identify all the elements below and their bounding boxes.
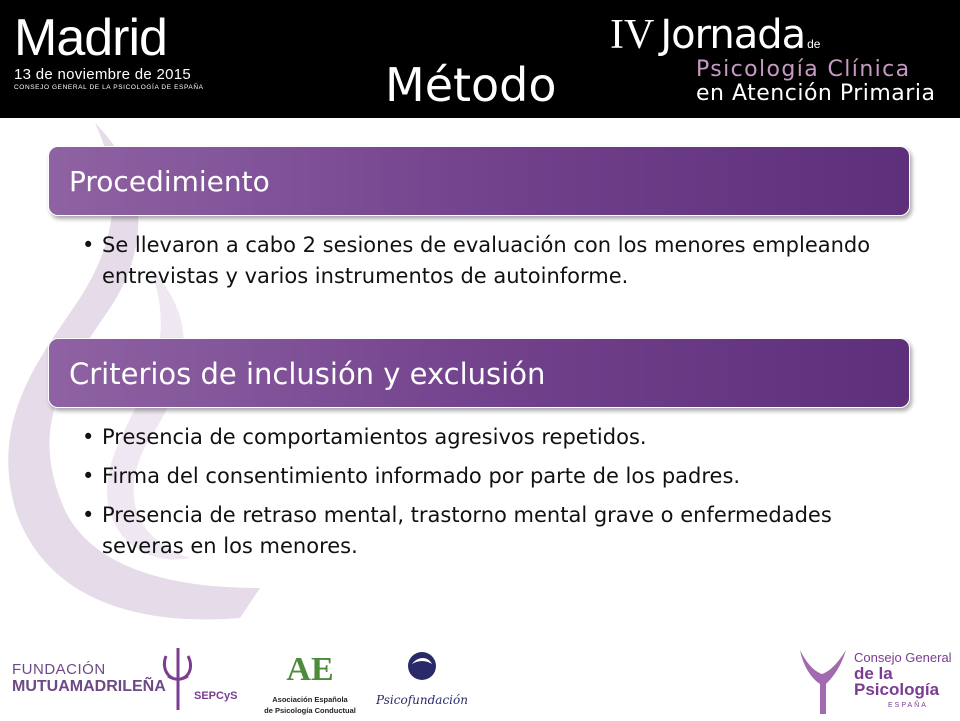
event-organizer: CONSEJO GENERAL DE LA PSICOLOGÍA DE ESPAÑA	[14, 84, 204, 91]
jornada-word: Jornada	[660, 12, 806, 58]
list-item: • Presencia de comportamientos agresivos repetidos.	[80, 422, 890, 453]
consejo-general-logo-icon	[794, 644, 852, 716]
jornada-numeral: IV	[610, 12, 655, 58]
section-title: Procedimiento	[69, 165, 270, 198]
fundacion-mutua-logo	[12, 662, 166, 696]
fundacion-line1: FUNDACIÓN	[12, 661, 106, 678]
list-item: • Presencia de retraso mental, trastorno mental grave o enfermedades severas en los menores.	[80, 500, 890, 562]
aepc-logo	[262, 648, 358, 715]
aepc-line1: Asociación Española	[272, 695, 348, 704]
cgp-line1: Consejo General	[854, 650, 952, 665]
consejo-general-logo	[794, 644, 954, 718]
section-bar-procedimiento	[48, 146, 910, 216]
psicofundacion-logo	[372, 650, 472, 707]
fundacion-line2: MUTUAMADRILEÑA	[12, 678, 166, 695]
aepc-mark: AE	[286, 651, 334, 688]
event-date: 13 de noviembre de 2015	[14, 66, 192, 83]
aepc-line2: de Psicología Conductual	[264, 706, 356, 715]
cgp-line3: ESPAÑA	[888, 702, 928, 709]
section-bar-criterios	[48, 338, 910, 408]
footer-logos	[0, 640, 960, 720]
jornada-subtitle-2: en Atención Primaria	[696, 81, 936, 106]
psicofundacion-text: Psicofundación	[376, 693, 468, 707]
header-band	[0, 0, 960, 118]
event-city: Madrid	[14, 9, 167, 67]
jornada-de: de	[807, 37, 821, 51]
jornada-subtitle-1: Psicología Clínica	[696, 57, 911, 82]
jornada-logo	[610, 12, 950, 106]
event-madrid-logo	[14, 9, 224, 92]
slide-title: Método	[385, 58, 557, 112]
sepcys-logo	[158, 646, 248, 716]
consejo-general-text	[854, 650, 954, 714]
sepcys-logo-icon	[158, 646, 198, 712]
bullet-list-procedimiento	[80, 230, 890, 300]
bullet-list-criterios	[80, 422, 890, 570]
psicofundacion-logo-icon	[402, 650, 442, 688]
aepc-logo-icon	[286, 648, 334, 688]
jornada-title-row	[610, 12, 950, 58]
list-item: • Se llevaron a cabo 2 sesiones de evaluación con los menores empleando entrevistas y varios instrumentos de autoinforme.	[80, 230, 890, 292]
list-item: • Firma del consentimiento informado por parte de los padres.	[80, 461, 890, 492]
cgp-line2: de la Psicología	[854, 664, 940, 699]
sepcys-text: SEPCyS	[194, 690, 238, 702]
section-title: Criterios de inclusión y exclusión	[69, 357, 546, 391]
